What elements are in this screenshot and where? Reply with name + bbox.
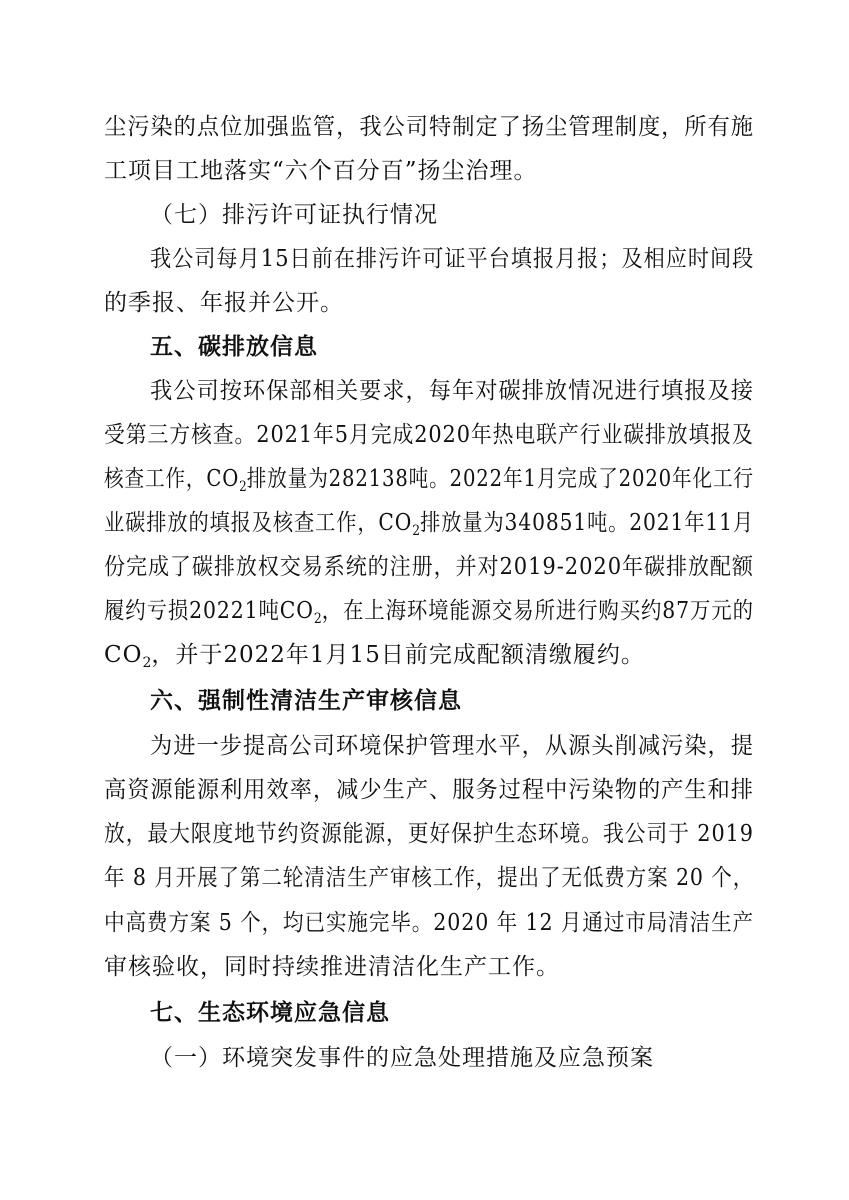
text-run: 履约亏损20221吨CO: [104, 598, 314, 624]
text-run: CO: [104, 642, 143, 668]
paragraph-line: [104, 464, 754, 502]
paragraph-line: 尘污染的点位加强监管，我公司特制定了扬尘管理制度，所有施: [104, 114, 755, 140]
text-run: 排放量为282138吨。2022年1月完成了2020年化工行: [246, 466, 754, 492]
section-heading: 六、强制性清洁生产审核信息: [150, 688, 462, 714]
paragraph-line: 年 8 月开展了第二轮清洁生产审核工作，提出了无低费方案 20 个，: [104, 865, 755, 891]
section-heading: 七、生态环境应急信息: [150, 1000, 390, 1026]
paragraph-line: 我公司每月15日前在排污许可证平台填报月报；及相应时间段: [150, 246, 755, 272]
subsection-heading: （七）排污许可证执行情况: [150, 202, 438, 228]
text-run: ，并于2022年1月15日前完成配额清缴履约。: [151, 642, 645, 668]
paragraph-line: 份完成了碳排放权交易系统的注册，并对2019-2020年碳排放配额: [104, 554, 754, 580]
paragraph-line: 的季报、年报并公开。: [104, 290, 344, 316]
paragraph-line: 为进一步提高公司环境保护管理水平，从源头削减污染，提: [150, 733, 754, 759]
paragraph-line: 高资源能源利用效率，减少生产、服务过程中污染物的产生和排: [104, 777, 755, 803]
paragraph-line: 受第三方核查。2021年5月完成2020年热电联产行业碳排放填报及: [104, 422, 754, 448]
paragraph-line: 我公司按环保部相关要求，每年对碳排放情况进行填报及接: [150, 378, 754, 404]
text-run: 排放量为340851吨。2021年11月: [420, 510, 755, 536]
section-heading: 五、碳排放信息: [150, 334, 318, 360]
subsection-heading: （一）环境突发事件的应急处理措施及应急预案: [150, 1045, 654, 1071]
paragraph-line: [104, 640, 645, 678]
paragraph-line: 工项目工地落实“六个百分百”扬尘治理。: [104, 158, 538, 184]
text-run: 业碳排放的填报及核查工作，CO: [104, 510, 413, 536]
subscript: 2: [142, 655, 152, 671]
paragraph-line: [104, 508, 754, 546]
paragraph-line: 审核验收，同时持续推进清洁化生产工作。: [104, 954, 560, 980]
subscript: 2: [313, 611, 322, 627]
paragraph-line: [104, 596, 754, 634]
text-run: ，在上海环境能源交易所进行购买约87万元的: [321, 598, 754, 624]
paragraph-line: 放，最大限度地节约资源能源，更好保护生态环境。我公司于 2019: [104, 821, 754, 847]
text-run: 核查工作，CO: [104, 466, 240, 492]
subscript: 2: [239, 479, 247, 495]
paragraph-line: 中高费方案 5 个，均已实施完毕。2020 年 12 月通过市局清洁生产: [104, 910, 755, 936]
subscript: 2: [412, 523, 421, 539]
